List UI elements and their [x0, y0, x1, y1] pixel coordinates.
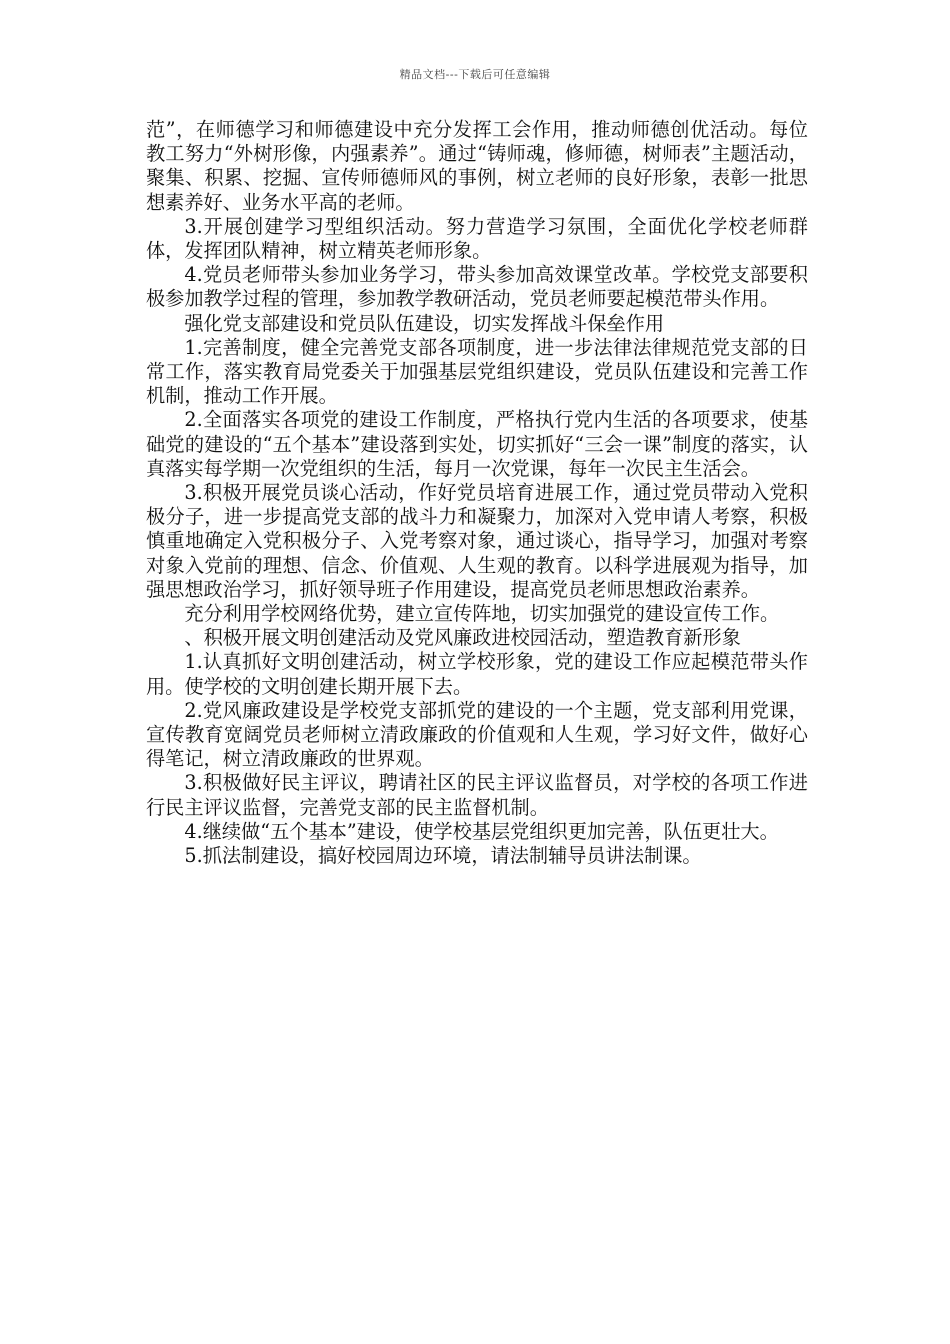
paragraph-12: 3.积极做好民主评议，聘请社区的民主评议监督员，对学校的各项工作进行民主评议监督，完善党支部的民主监督机制。: [146, 771, 808, 819]
paragraph-14: 5.抓法制建设，搞好校园周边环境，请法制辅导员讲法制课。: [184, 844, 702, 868]
paragraph-5: 1.完善制度，健全完善党支部各项制度，进一步法律法律规范党支部的日常工作，落实教育局党委关于加强基层党组织建设，党员队伍建设和完善工作机制，推动工作开展。: [146, 335, 808, 408]
paragraph-10: 1.认真抓好文明创建活动，树立学校形象，党的建设工作应起模范带头作用。使学校的文明创建长期开展下去。: [146, 650, 808, 698]
paragraph-7: 3.积极开展党员谈心活动，作好党员培育进展工作，通过党员带动入党积极分子，进一步提高党支部的战斗力和凝聚力，加深对入党申请人考察，积极慎重地确定入党积极分子、入党考察对象，通过谈心，指导学习，加强对考察对象入党前的理想、信念、价值观、人生观的教育。以科学进展观为指导，加强思想政治学习，抓好领导班子作用建设，提高党员老师思想政治素养。: [146, 481, 808, 601]
section-heading-civilization: 、积极开展文明创建活动及党风廉政进校园活动，塑造教育新形象: [184, 626, 741, 650]
paragraph-2: 3.开展创建学习型组织活动。努力营造学习氛围，全面优化学校老师群体，发挥团队精神，树立精英老师形象。: [146, 214, 808, 263]
paragraph-1: 范”，在师德学习和师德建设中充分发挥工会作用，推动师德创优活动。每位教工努力“外树形像，内强素养”。通过“铸师魂，修师德，树师表”主题活动，聚集、积累、挖掘、宣传师德师风的事例，树立老师的良好形象，表彰一批思想素养好、业务水平高的老师。: [146, 118, 808, 214]
paragraph-11: 2.党风廉政建设是学校党支部抓党的建设的一个主题，党支部利用党课，宣传教育宽阔党员老师树立清政廉政的价值观和人生观，学习好文件，做好心得笔记，树立清政廉政的世界观。: [146, 698, 808, 771]
document-body: [146, 118, 808, 868]
section-heading-network: 充分利用学校网络优势，建立宣传阵地，切实加强党的建设宣传工作。: [184, 602, 780, 626]
section-heading-party-building: 强化党支部建设和党员队伍建设，切实发挥战斗保垒作用: [184, 311, 665, 335]
paragraph-6: 2.全面落实各项党的建设工作制度，严格执行党内生活的各项要求，使基础党的建设的“五个基本”建设落到实处，切实抓好“三会一课”制度的落实，认真落实每学期一次党组织的生活，每月一次党课，每年一次民主生活会。: [146, 408, 808, 480]
paragraph-13: 4.继续做“五个基本”建设，使学校基层党组织更加完善，队伍更壮大。: [184, 819, 779, 843]
paragraph-3: 4.党员老师带头参加业务学习，带头参加高效课堂改革。学校党支部要积极参加教学过程的管理，参加教学教研活动，党员老师要起模范带头作用。: [146, 263, 808, 311]
page-header: 精品文档---下载后可任意编辑: [399, 68, 551, 81]
